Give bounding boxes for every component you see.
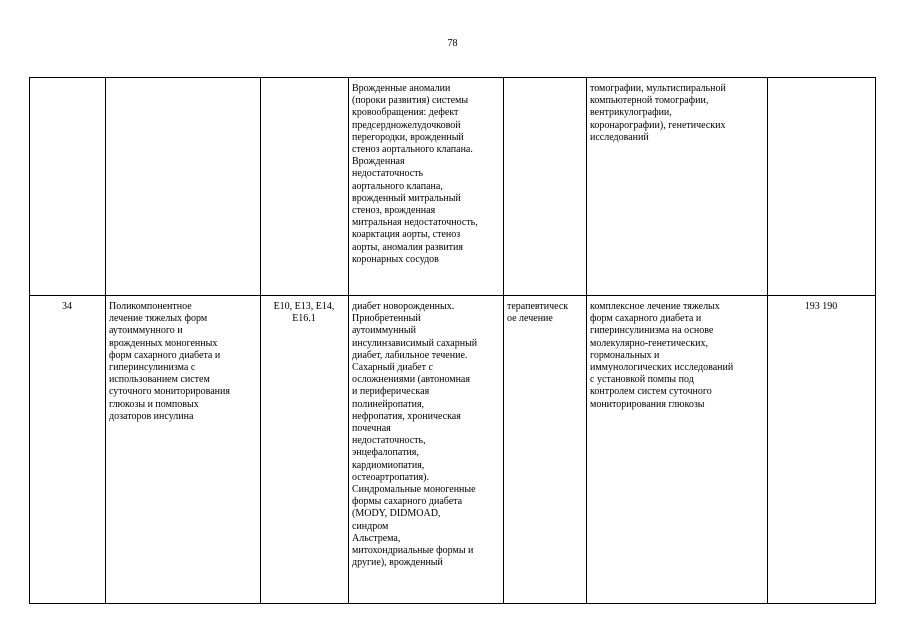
- cell-cost: [768, 78, 876, 296]
- cell-treatment-method: комплексное лечение тяжелых форм сахарного диабета и гиперинсулинизма на основе молекулярно-генетических, гормональных и иммунологических исследований с установкой помпы под контролем систем суточного мониторирования глюкозы: [587, 296, 768, 604]
- cell-treatment-type: терапевтическ ое лечение: [504, 296, 587, 604]
- cell-treatment-type: [504, 78, 587, 296]
- cell-number: 34: [30, 296, 106, 604]
- cell-treatment-method: томографии, мультиспиральной компьютерной томографии, вентрикулографии, коронарографии), генетических исследований: [587, 78, 768, 296]
- cell-cost: 193 190: [768, 296, 876, 604]
- cell-service-name: Поликомпонентное лечение тяжелых форм аутоиммунного и врожденных моногенных форм сахарного диабета и гиперинсулинизма с использованием систем суточного мониторирования глюкозы и помповых дозаторов инсулина: [106, 296, 261, 604]
- services-table: [29, 77, 876, 604]
- cell-service-name: [106, 78, 261, 296]
- cell-number: [30, 78, 106, 296]
- cell-patient-model: Врожденные аномалии (пороки развития) системы кровообращения: дефект предсердножелудочковой перегородки, врожденный стеноз аортального клапана. Врожденная недостаточность аортального клапана, врожденный митральный стеноз, врожденная митральная недостаточность, коарктация аорты, стеноз аорты, аномалия развития коронарных сосудов: [349, 78, 504, 296]
- table-row: [30, 296, 876, 604]
- cell-icd-codes: [261, 78, 349, 296]
- cell-patient-model: диабет новорожденных. Приобретенный аутоиммунный инсулинзависимый сахарный диабет, лабильное течение. Сахарный диабет с осложнениями (автономная и периферическая полинейропатия, нефропатия, хроническая почечная недостаточность, энцефалопатия, кардиомиопатия, остеоартропатия). Синдромальные моногенные формы сахарного диабета (MODY, DIDMOAD, синдром Альстрема, митохондриальные формы и другие), врожденный: [349, 296, 504, 604]
- table-row: [30, 78, 876, 296]
- page-number: 78: [447, 38, 458, 49]
- cell-icd-codes: E10, E13, E14, E16.1: [261, 296, 349, 604]
